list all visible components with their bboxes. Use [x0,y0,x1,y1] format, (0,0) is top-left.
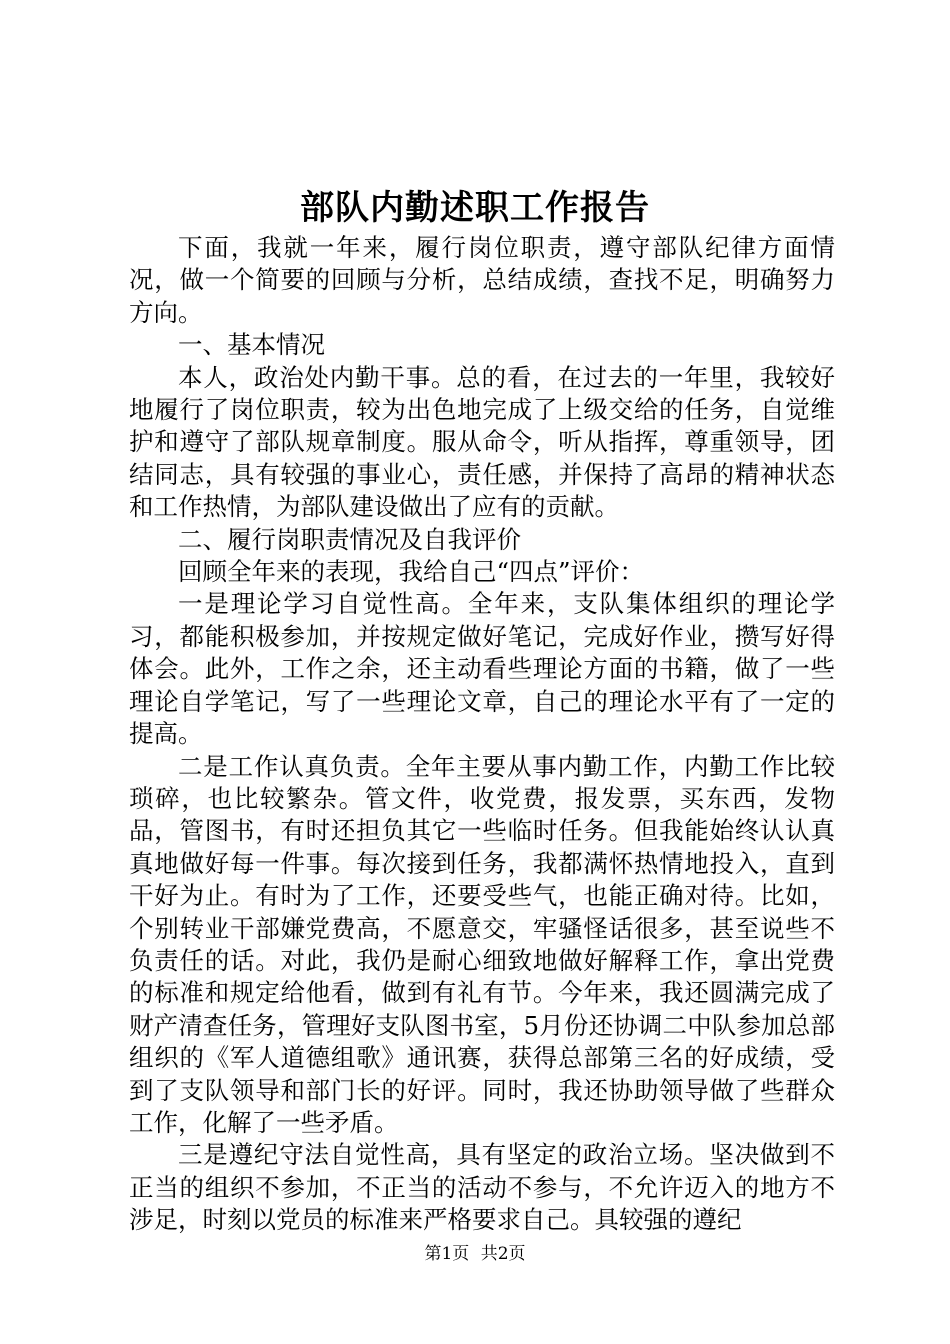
paragraph-basic-situation: 本人，政治处内勤干事。总的看，在过去的一年里，我较好地履行了岗位职责，较为出色地完成了上级交给的任务，自觉维护和遵守了部队规章制度。服从命令，听从指挥，尊重领导，团结同志，具有较强的事业心，责任感，并保持了高昂的精神状态和工作热情，为部队建设做出了应有的贡献。 [129,362,835,522]
paragraph-point-one: 一是理论学习自觉性高。全年来，支队集体组织的理论学习，都能积极参加，并按规定做好笔记，完成好作业，攒写好得体会。此外，工作之余，还主动看些理论方面的书籍，做了一些理论自学笔记，写了一些理论文章，自己的理论水平有了一定的提高。 [129,589,835,749]
page-footer [0,1242,950,1266]
page-number: 第1页 [424,1244,470,1264]
document-body [129,232,835,1237]
section-heading-duties: 二、履行岗职责情况及自我评价 [178,524,521,554]
section-heading-basic: 一、基本情况 [178,330,325,360]
document-title: 部队内勤述职工作报告 [300,188,650,228]
paragraph-point-two: 二是工作认真负责。全年主要从事内勤工作，内勤工作比较琐碎，也比较繁杂。管文件，收党费，报发票，买东西，发物品，管图书，有时还担负其它一些临时任务。但我能始终认认真真地做好每一件事。每次接到任务，我都满怀热情地投入，直到干好为止。有时为了工作，还要受些气，也能正确对待。比如，个别转业干部嫌党费高，不愿意交，牢骚怪话很多，甚至说些不负责任的话。对此，我仍是耐心细致地做好解释工作，拿出党费的标准和规定给他看，做到有礼有节。今年来，我还圆满完成了财产清查任务，管理好支队图书室，5月份还协调二中队参加总部组织的《军人道德组歌》通讯赛，获得总部第三名的好成绩，受到了支队领导和部门长的好评。同时，我还协助领导做了些群众工作，化解了一些矛盾。 [129,751,835,1137]
paragraph-point-three: 三是遵纪守法自觉性高，具有坚定的政治立场。坚决做到不正当的组织不参加，不正当的活动不参与，不允许迈入的地方不涉足，时刻以党员的标准来严格要求自己。具较强的遵纪 [129,1140,835,1235]
paragraph-intro: 下面，我就一年来，履行岗位职责，遵守部队纪律方面情况，做一个简要的回顾与分析，总结成绩，查找不足，明确努力方向。 [129,233,835,327]
page-total: 共2页 [480,1244,526,1264]
paragraph-self-evaluation-intro: 回顾全年来的表现，我给自己“四点”评价： [178,557,645,587]
